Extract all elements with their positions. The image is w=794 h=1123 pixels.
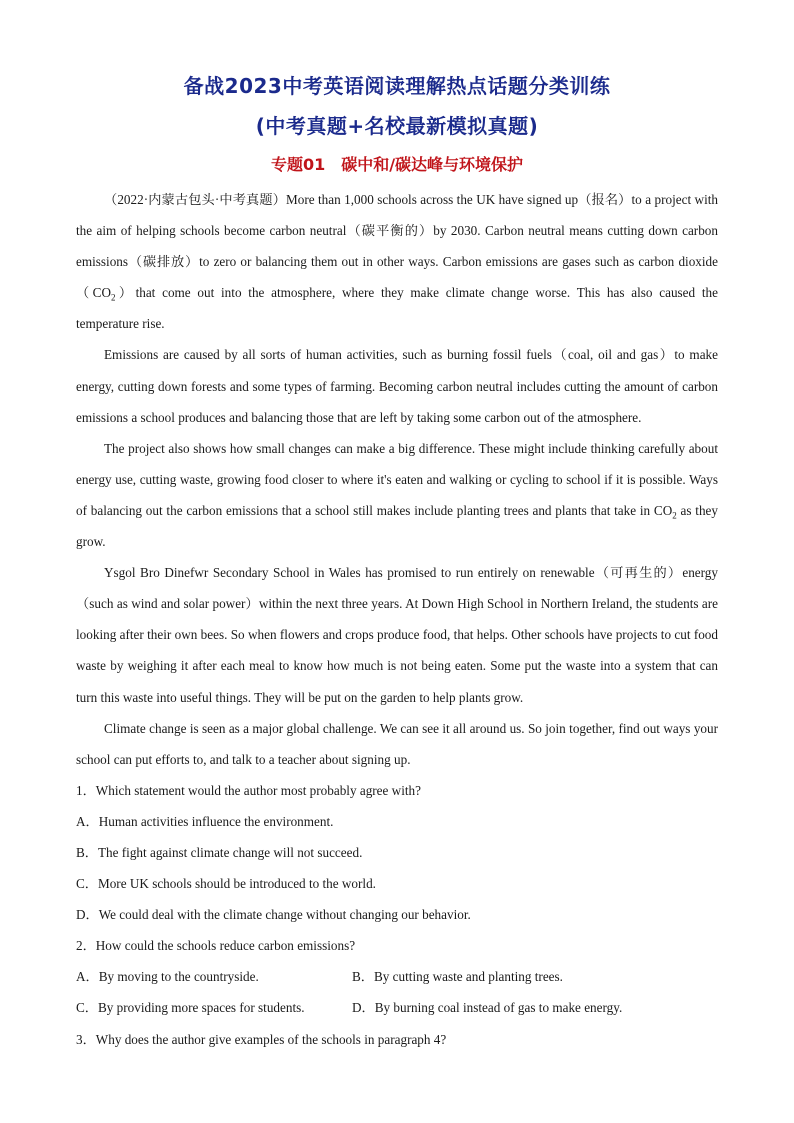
question-1-option-c: C．More UK schools should be introduced to the world. [76, 876, 376, 892]
reading-passage [76, 184, 718, 1055]
question-3-stem: 3．Why does the author give examples of the schools in paragraph 4? [76, 1031, 447, 1047]
question-2-option-b: B．By cutting waste and planting trees. [352, 969, 563, 985]
page-subtitle: (中考真题+名校最新模拟真题) [255, 114, 539, 138]
question-2-options-row-2 [76, 992, 718, 1023]
question-1-stem: 1．Which statement would the author most probably agree with? [76, 782, 421, 798]
paragraph-2: Emissions are caused by all sorts of human activities, such as burning fossil fuels（coal, oil and gas）to make energy, cutting down forests and some types of farming. Becoming carbon neutral includes cutting the amount of carbon emissions a school produces and balancing those that are left by taking some carbon out of the atmosphere. [76, 347, 718, 425]
question-2-option-a: A．By moving to the countryside. [76, 969, 259, 985]
topic-heading: 专题01 碳中和/碳达峰与环境保护 [270, 155, 524, 174]
question-2-stem: 2．How could the schools reduce carbon emissions? [76, 938, 356, 954]
question-2-option-d: D．By burning coal instead of gas to make energy. [352, 1000, 623, 1016]
paragraph-5: Climate change is seen as a major global challenge. We can see it all around us. So join together, find out ways your school can put efforts to, and talk to a teacher about signing up. [76, 720, 718, 767]
paragraph-4: Ysgol Bro Dinefwr Secondary School in Wales has promised to run entirely on renewable（可再生的）energy（such as wind and solar power）within the next three years. At Down High School in Northern Ireland, the students are looking after their own bees. So when flowers and crops produce food, that helps. Other schools have projects to cut food waste by weighing it after each meal to know how much is not being eaten. Some put the waste into a system that can turn this waste into useful things. They will be put on the garden to help plants grow. [76, 565, 718, 705]
question-2-options-row-1 [76, 961, 718, 992]
paragraph-3: The project also shows how small changes can make a big difference. These might include thinking carefully about energy use, cutting waste, growing food closer to where it's eaten and walking or cycling to school if it is possible. Ways of balancing out the carbon emissions that a school still makes include planting trees and plants that take in $CO_2$ as they grow. [76, 440, 718, 550]
question-1-option-b: B．The fight against climate change will not succeed. [76, 844, 363, 860]
paragraph-1: （2022·内蒙古包头·中考真题）More than 1,000 schools across the UK have signed up（报名）to a project with the aim of helping schools become carbon neutral（碳平衡的）by 2030. Carbon neutral means cutting down carbon emissions（碳排放）to zero or balancing them out in other ways. Carbon emissions are gases such as carbon $dioxide(CO_2)that$ come out into the atmosphere, where they make climate change worse. This has also caused the temperature rise. [76, 192, 718, 332]
page-title: 备战2023中考英语阅读理解热点话题分类训练 [183, 74, 611, 98]
question-1-option-a: A．Human activities influence the environment. [76, 813, 334, 829]
question-2-option-c: C．By providing more spaces for students. [76, 1000, 305, 1016]
question-1-option-d: D．We could deal with the climate change without changing our behavior. [76, 907, 471, 923]
